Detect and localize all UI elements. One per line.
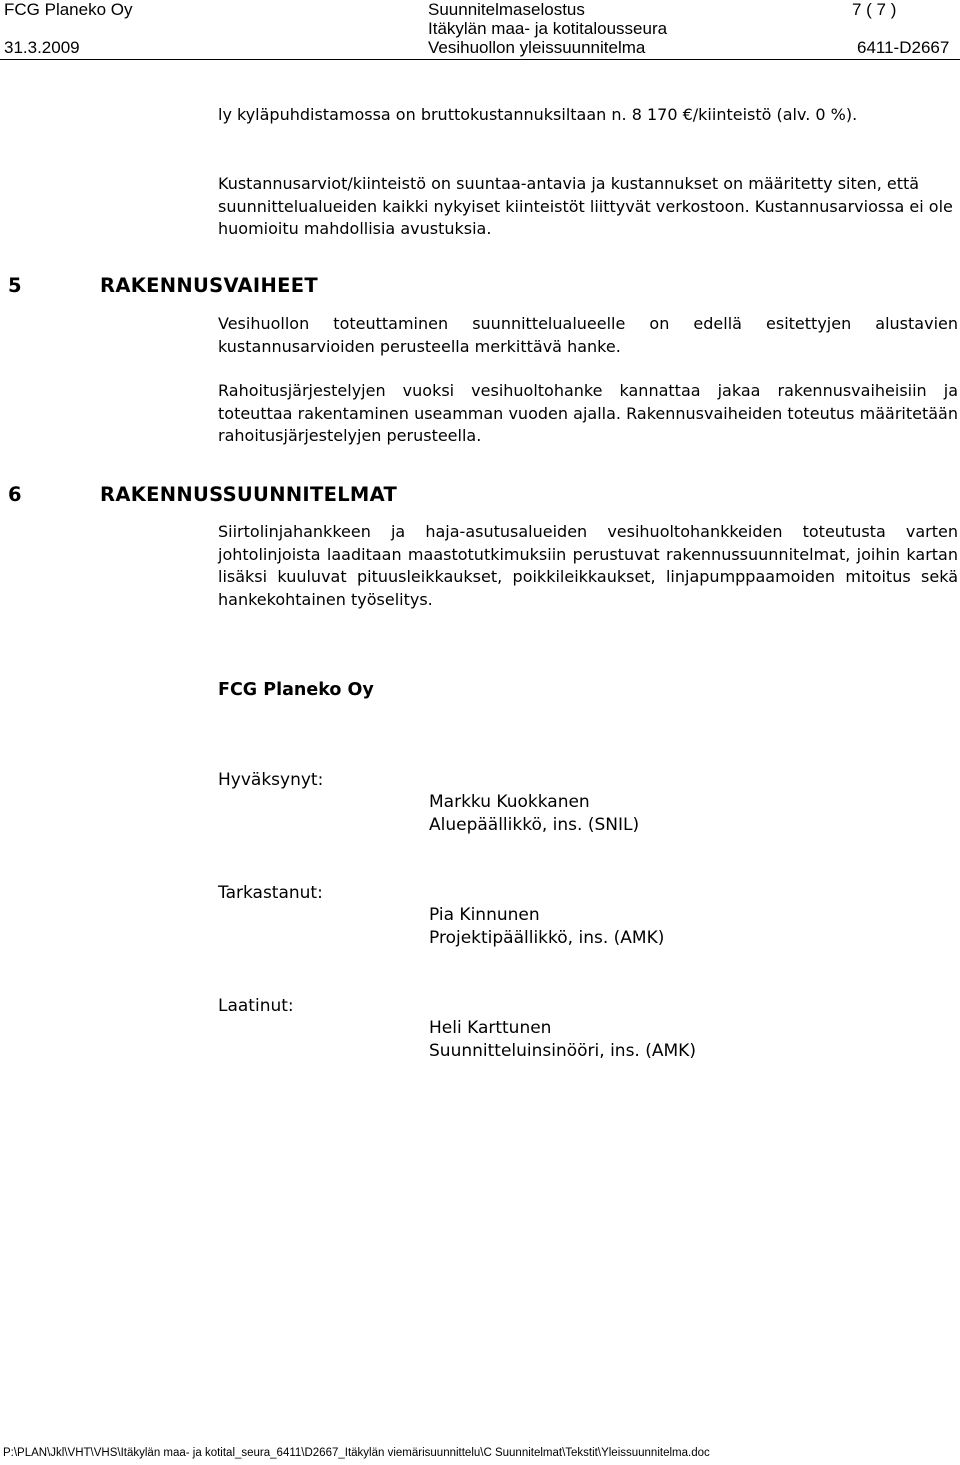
section-6-heading [8, 483, 397, 507]
section-6-title: RAKENNUSSUUNNITELMAT [100, 483, 398, 506]
checked-name: Pia Kinnunen [429, 905, 540, 925]
header-project: Itäkylän maa- ja kotitalousseura [428, 19, 668, 38]
header-plan-name: Vesihuollon yleissuunnitelma [428, 38, 646, 57]
approved-name: Markku Kuokkanen [429, 792, 590, 812]
section-5-heading [8, 274, 318, 298]
signature-company: FCG Planeko Oy [218, 680, 374, 700]
prepared-name: Heli Karttunen [429, 1018, 552, 1038]
header-company: FCG Planeko Oy [4, 0, 133, 19]
header-date: 31.3.2009 [4, 38, 80, 57]
approved-title: Aluepäällikkö, ins. (SNIL) [429, 815, 640, 835]
header-doc-type: Suunnitelmaselostus [428, 0, 585, 19]
checked-title: Projektipäällikkö, ins. (AMK) [429, 928, 665, 948]
section-6-paragraph-1: Siirtolinjahankkeen ja haja-asutusalueiden vesihuoltohankkeiden toteutusta varten johtolinjoista laaditaan maastotutkimuksiin perustuvat rakennussuunnitelmat, joihin kartan lisäksi kuuluvat pituusleikkaukset, poikkileikkaukset, linjapumppaamoiden mitoitus sekä hankekohtainen työselitys. [218, 522, 958, 609]
footer-file-path: P:\PLAN\Jkl\VHT\VHS\Itäkylän maa- ja kotital_seura_6411\D2667_Itäkylän viemärisuunnittelu\C Suunnitelmat\Tekstit\Yleissuunnitelma.doc [3, 1447, 710, 1459]
intro-paragraph-1: ly kyläpuhdistamossa on bruttokustannuksiltaan n. 8 170 €/kiinteistö (alv. 0 %). [218, 105, 858, 124]
section-5-title: RAKENNUSVAIHEET [100, 274, 318, 297]
header-page-number: 7 ( 7 ) [852, 0, 897, 19]
checked-label: Tarkastanut: [218, 883, 323, 903]
intro-paragraph-2: Kustannusarviot/kiinteistö on suuntaa-antavia ja kustannukset on määritetty siten, että suunnittelualueiden kaikki nykyiset kiinteistöt liittyvät verkostoon. Kustannusarviossa ei ole huomioitu mahdollisia avustuksia. [218, 174, 953, 238]
header-divider [0, 59, 960, 60]
section-5-paragraph-2: Rahoitusjärjestelyjen vuoksi vesihuoltohanke kannattaa jakaa rakennusvaiheisiin ja toteuttaa rakentaminen useamman vuoden ajalla. Rakennusvaiheiden toteutus määritetään rahoitusjärjestelyjen perusteella. [218, 381, 958, 445]
section-5-number: 5 [8, 274, 22, 297]
section-6-number: 6 [8, 483, 22, 506]
prepared-label: Laatinut: [218, 996, 294, 1016]
header-project-code: 6411-D2667 [857, 38, 950, 57]
section-5-paragraph-1: Vesihuollon toteuttaminen suunnittelualueelle on edellä esitettyjen alustavien kustannusarvioiden perusteella merkittävä hanke. [218, 314, 958, 356]
approved-label: Hyväksynyt: [218, 770, 324, 790]
prepared-title: Suunnitteluinsinööri, ins. (AMK) [429, 1041, 696, 1061]
